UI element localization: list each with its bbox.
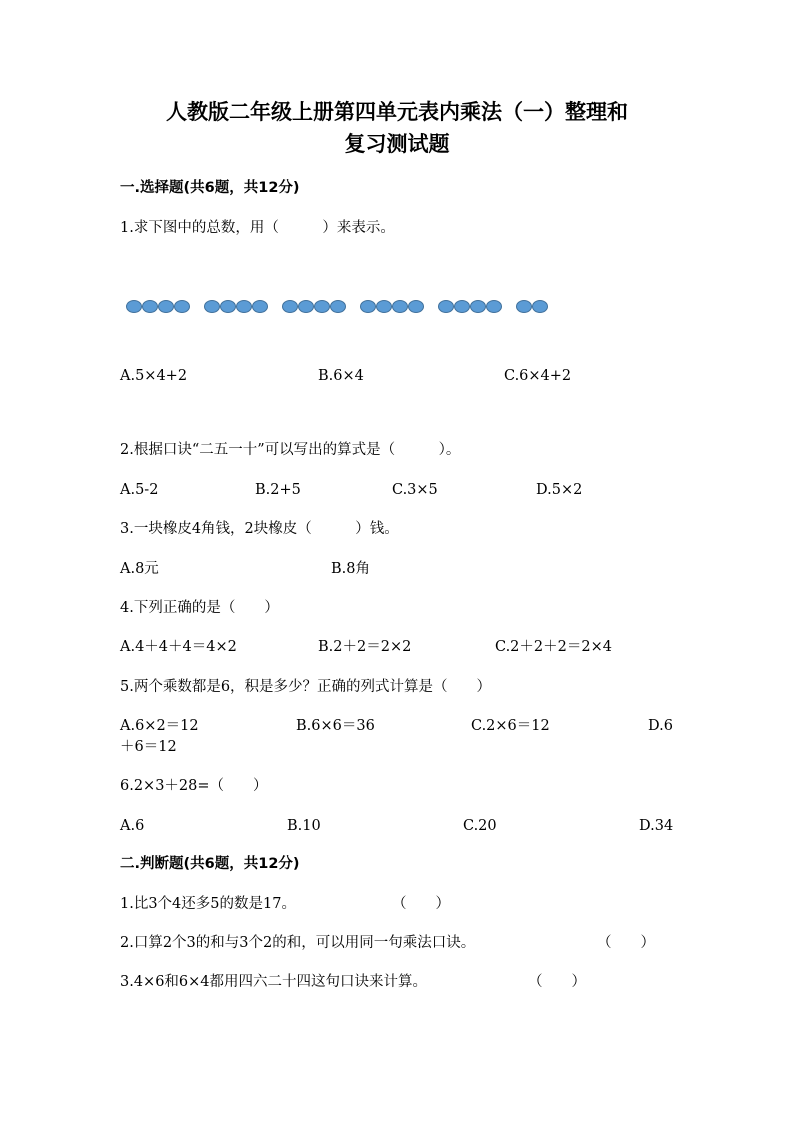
judge-1-paren: （ ） — [392, 896, 450, 912]
oval-group-5-item-3 — [470, 300, 486, 313]
oval-group-3-item-1 — [282, 300, 298, 313]
oval-group-4-item-4 — [408, 300, 424, 313]
question-5-stem: 5.两个乘数都是6，积是多少？正确的列式计算是（ ） — [120, 679, 492, 695]
oval-group-3-item-4 — [330, 300, 346, 313]
q5-option-c: C.2×6＝12 — [471, 718, 550, 734]
oval-group-2-item-2 — [220, 300, 236, 313]
q6-option-d: D.34 — [639, 818, 674, 834]
judge-1-stem: 1.比3个4还多5的数是17。 — [120, 896, 296, 912]
section2-heading: 二.判断题(共6题，共12分) — [120, 856, 300, 872]
q2-option-a: A.5-2 — [120, 482, 159, 498]
judge-3-stem: 3.4×6和6×4都用四六二十四这句口诀来计算。 — [120, 974, 428, 990]
ovals-figure — [120, 296, 550, 324]
oval-group-3-item-3 — [314, 300, 330, 313]
judge-2-paren: （ ） — [597, 935, 655, 951]
oval-group-5-item-1 — [438, 300, 454, 313]
q1-option-a: A.5×4+2 — [120, 368, 188, 384]
oval-group-1-item-4 — [174, 300, 190, 313]
oval-group-3-item-2 — [298, 300, 314, 313]
q1-option-b: B.6×4 — [318, 368, 364, 384]
q2-option-c: C.3×5 — [392, 482, 438, 498]
oval-group-2-item-1 — [204, 300, 220, 313]
q2-option-b: B.2+5 — [255, 482, 301, 498]
question-4-stem: 4.下列正确的是（ ） — [120, 600, 279, 616]
oval-group-1-item-1 — [126, 300, 142, 313]
q6-option-b: B.10 — [287, 818, 321, 834]
oval-group-4-item-2 — [376, 300, 392, 313]
q6-option-a: A.6 — [120, 818, 145, 834]
oval-group-1-item-3 — [158, 300, 174, 313]
question-3-stem: 3.一块橡皮4角钱，2块橡皮（ ）钱。 — [120, 521, 399, 537]
q5-option-d: D.6 — [648, 718, 673, 734]
q5-option-b: B.6×6＝36 — [296, 718, 375, 734]
oval-group-5-item-4 — [486, 300, 502, 313]
q3-option-a: A.8元 — [120, 561, 159, 577]
q3-option-b: B.8角 — [331, 561, 370, 577]
oval-group-2-item-4 — [252, 300, 268, 313]
oval-group-2-item-3 — [236, 300, 252, 313]
oval-group-6-item-1 — [516, 300, 532, 313]
oval-group-6-item-2 — [532, 300, 548, 313]
q4-option-b: B.2＋2＝2×2 — [318, 639, 412, 655]
question-1-stem: 1.求下图中的总数，用（ ）来表示。 — [120, 220, 395, 236]
page-title-line2: 复习测试题 — [344, 132, 450, 156]
q2-option-d: D.5×2 — [536, 482, 583, 498]
oval-group-4-item-1 — [360, 300, 376, 313]
q5-option-a: A.6×2＝12 — [120, 718, 199, 734]
q6-option-c: C.20 — [463, 818, 497, 834]
oval-group-4-item-3 — [392, 300, 408, 313]
q5-option-d-continued: ＋6＝12 — [120, 739, 177, 755]
judge-2-stem: 2.口算2个3的和与3个2的和，可以用同一句乘法口诀。 — [120, 935, 476, 951]
oval-group-5-item-2 — [454, 300, 470, 313]
question-2-stem: 2.根据口诀“二五一十”可以写出的算式是（ ）。 — [120, 442, 461, 458]
q1-option-c: C.6×4+2 — [504, 368, 572, 384]
page-title-line1: 人教版二年级上册第四单元表内乘法（一）整理和 — [166, 100, 628, 124]
q4-option-a: A.4＋4＋4＝4×2 — [120, 639, 237, 655]
q4-option-c: C.2＋2＋2＝2×4 — [495, 639, 612, 655]
judge-3-paren: （ ） — [528, 974, 586, 990]
section1-heading: 一.选择题(共6题，共12分) — [120, 180, 300, 196]
oval-group-1-item-2 — [142, 300, 158, 313]
question-6-stem: 6.2×3＋28=（ ） — [120, 778, 268, 794]
